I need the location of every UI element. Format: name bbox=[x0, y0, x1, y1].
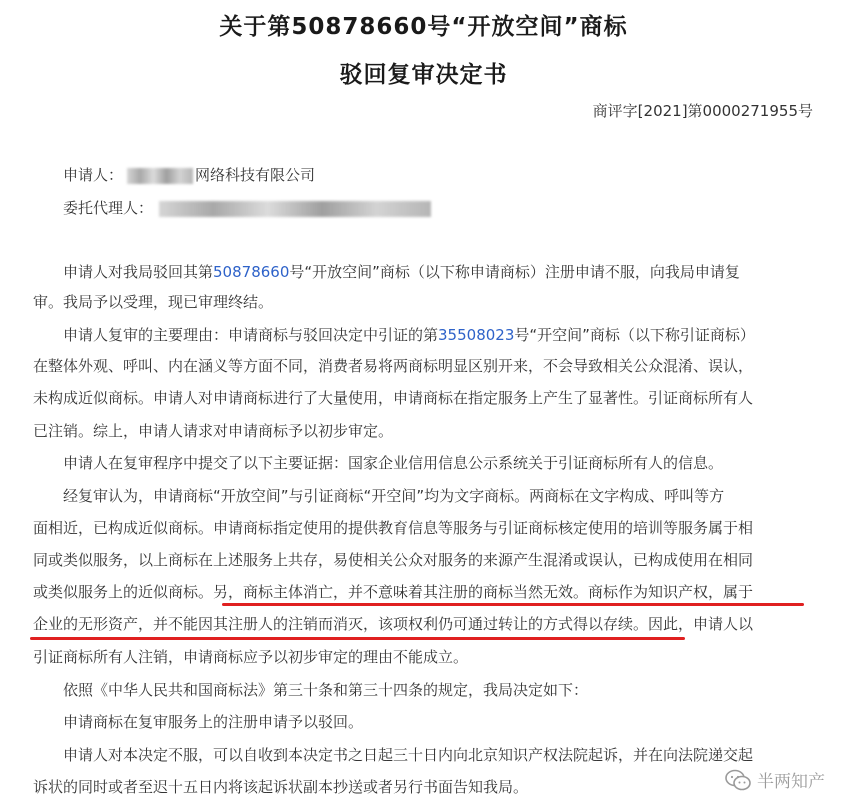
text: 号“开放空间”商标（以下称申请商标）注册申请不服，向我局申请复 bbox=[289, 263, 740, 281]
paragraph-4-line-5: 企业的无形资产，并不能因其注册人的注销而消灭，该项权利仍可通过转让的方式得以存续。因此，申请人以 bbox=[33, 615, 754, 633]
applicant-suffix: 网络科技有限公司 bbox=[195, 166, 316, 184]
paragraph-2-line-2: 在整体外观、呼叫、内在涵义等方面不同，消费者易将两商标明显区别开来，不会导致相关公众混淆、误认， bbox=[33, 357, 754, 375]
paragraph-7-line-2: 诉状的同时或者至迟十五日内将该起诉状副本抄送或者另行书面告知我局。 bbox=[33, 778, 529, 796]
paragraph-2-line-1 bbox=[63, 325, 755, 345]
document-number: 商评字[2021]第0000271955号 bbox=[592, 102, 813, 120]
paragraph-1-line-2: 审。我局予以受理，现已审理终结。 bbox=[33, 293, 274, 311]
paragraph-2-line-3: 未构成近似商标。申请人对申请商标进行了大量使用，申请商标在指定服务上产生了显著性。引证商标所有人 bbox=[33, 389, 754, 407]
applicant-label: 申请人： bbox=[63, 166, 124, 184]
text: 号“开空间”商标（以下称引证商标） bbox=[514, 326, 755, 344]
redacted-name bbox=[127, 168, 193, 184]
document-subtitle: 驳回复审决定书 bbox=[339, 62, 508, 88]
paragraph-4-line-3: 同或类似服务，以上商标在上述服务上共存，易使相关公众对服务的来源产生混淆或误认，已构成使用在相同 bbox=[33, 551, 754, 569]
watermark bbox=[725, 767, 825, 792]
text: 申请人复审的主要理由：申请商标与驳回决定中引证的第 bbox=[63, 326, 439, 344]
paragraph-4-line-2: 面相近，已构成近似商标。申请商标指定使用的提供教育信息等服务与引证商标核定使用的培训等服务属于相 bbox=[33, 519, 754, 537]
paragraph-4-line-1: 经复审认为，申请商标“开放空间”与引证商标“开空间”均为文字商标。两商标在文字构成、呼叫等方 bbox=[63, 487, 725, 505]
watermark-text: 半两知产 bbox=[757, 772, 825, 792]
redacted-agent bbox=[159, 201, 431, 217]
trademark-number-link[interactable]: 50878660 bbox=[213, 263, 290, 281]
text: 申请人对我局驳回其第 bbox=[63, 263, 214, 281]
agent-line bbox=[63, 198, 431, 218]
document-title: 关于第50878660号“开放空间”商标 bbox=[219, 14, 628, 40]
applicant-line bbox=[63, 165, 315, 185]
paragraph-1-line-1 bbox=[63, 262, 740, 282]
wechat-icon bbox=[725, 769, 751, 791]
agent-label: 委托代理人： bbox=[63, 199, 154, 217]
paragraph-6: 申请商标在复审服务上的注册申请予以驳回。 bbox=[63, 713, 364, 731]
paragraph-3: 申请人在复审程序中提交了以下主要证据：国家企业信用信息公示系统关于引证商标所有人的信息。 bbox=[63, 454, 724, 472]
highlight-underline-1 bbox=[222, 603, 804, 606]
paragraph-4-line-6: 引证商标所有人注销，申请商标应予以初步审定的理由不能成立。 bbox=[33, 648, 469, 666]
paragraph-5: 依照《中华人民共和国商标法》第三十条和第三十四条的规定，我局决定如下： bbox=[63, 681, 589, 699]
paragraph-4-line-4: 或类似服务上的近似商标。另，商标主体消亡，并不意味着其注册的商标当然无效。商标作为知识产权，属于 bbox=[33, 583, 754, 601]
cited-trademark-link[interactable]: 35508023 bbox=[438, 326, 515, 344]
highlight-underline-2 bbox=[30, 637, 685, 640]
paragraph-2-line-4: 已注销。综上，申请人请求对申请商标予以初步审定。 bbox=[33, 422, 394, 440]
paragraph-7-line-1: 申请人对本决定不服，可以自收到本决定书之日起三十日内向北京知识产权法院起诉，并在向法院递交起 bbox=[63, 746, 754, 764]
